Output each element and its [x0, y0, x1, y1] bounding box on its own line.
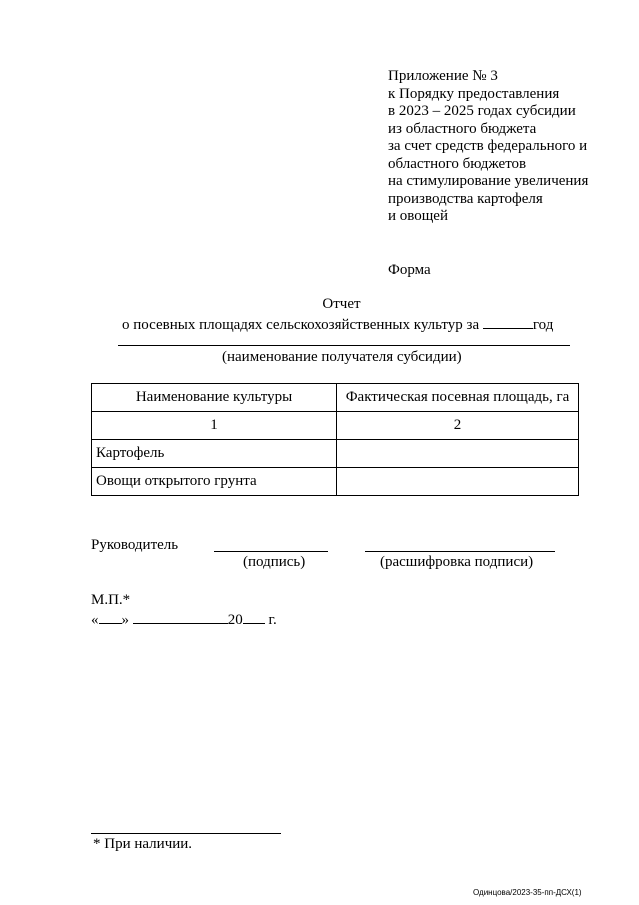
year-suffix: г. [268, 612, 277, 628]
appendix-line: на стимулирование увеличения [388, 173, 589, 189]
appendix-line: областного бюджетов [388, 155, 527, 172]
signature-caption: (подпись) [243, 554, 306, 570]
date-open-quote: « [91, 612, 99, 628]
signature-label: Руководитель [91, 537, 179, 553]
appendix-line: к Порядку предоставления [388, 85, 560, 102]
appendix-line: за счет средств федерального и [388, 138, 588, 154]
crop-area-table [91, 383, 579, 496]
year-prefix: 20 [227, 612, 243, 628]
footnote: * При наличии. [93, 836, 193, 852]
table-row [92, 468, 579, 496]
signature-decode-line [365, 551, 555, 552]
report-title: Отчет [322, 296, 361, 312]
signature-decode-caption: (расшифровка подписи) [380, 554, 534, 570]
year-blank-line [243, 610, 265, 624]
recipient-caption: (наименование получателя субсидии) [222, 349, 462, 365]
signature-line [214, 551, 328, 552]
column-number: 1 [92, 412, 337, 440]
table-header-row [92, 384, 579, 412]
crop-name-cell: Картофель [92, 440, 337, 468]
recipient-name-line [118, 345, 570, 346]
appendix-line: в 2023 – 2025 годах субсидии [388, 103, 576, 119]
crop-name-cell: Овощи открытого грунта [92, 468, 337, 496]
column-header-crop: Наименование культуры [92, 384, 337, 412]
appendix-line: из областного бюджета [388, 120, 537, 137]
footnote-separator [91, 833, 281, 834]
report-subtitle [122, 315, 553, 334]
document-code: Одинцова/2023-35-пп-ДСХ(1) [473, 888, 582, 897]
appendix-line: и овощей [388, 208, 448, 224]
date-line [91, 610, 277, 629]
column-header-area: Фактическая посевная площадь, га [337, 384, 579, 412]
year-blank-line [483, 315, 533, 329]
appendix-line: производства картофеля [388, 190, 543, 207]
table-row [92, 440, 579, 468]
appendix-block [388, 68, 588, 226]
table-number-row [92, 412, 579, 440]
appendix-line: Приложение № 3 [388, 68, 498, 84]
date-close-quote: » [121, 612, 129, 628]
area-value-cell [337, 440, 579, 468]
day-blank-line [99, 610, 122, 624]
report-subtitle-year: год [532, 317, 554, 333]
month-blank-line [133, 610, 228, 624]
column-number: 2 [337, 412, 579, 440]
form-label: Форма [388, 262, 431, 278]
report-subtitle-text: о посевных площадях сельскохозяйственных культур за [122, 317, 480, 333]
stamp-label: М.П.* [91, 592, 131, 608]
area-value-cell [337, 468, 579, 496]
